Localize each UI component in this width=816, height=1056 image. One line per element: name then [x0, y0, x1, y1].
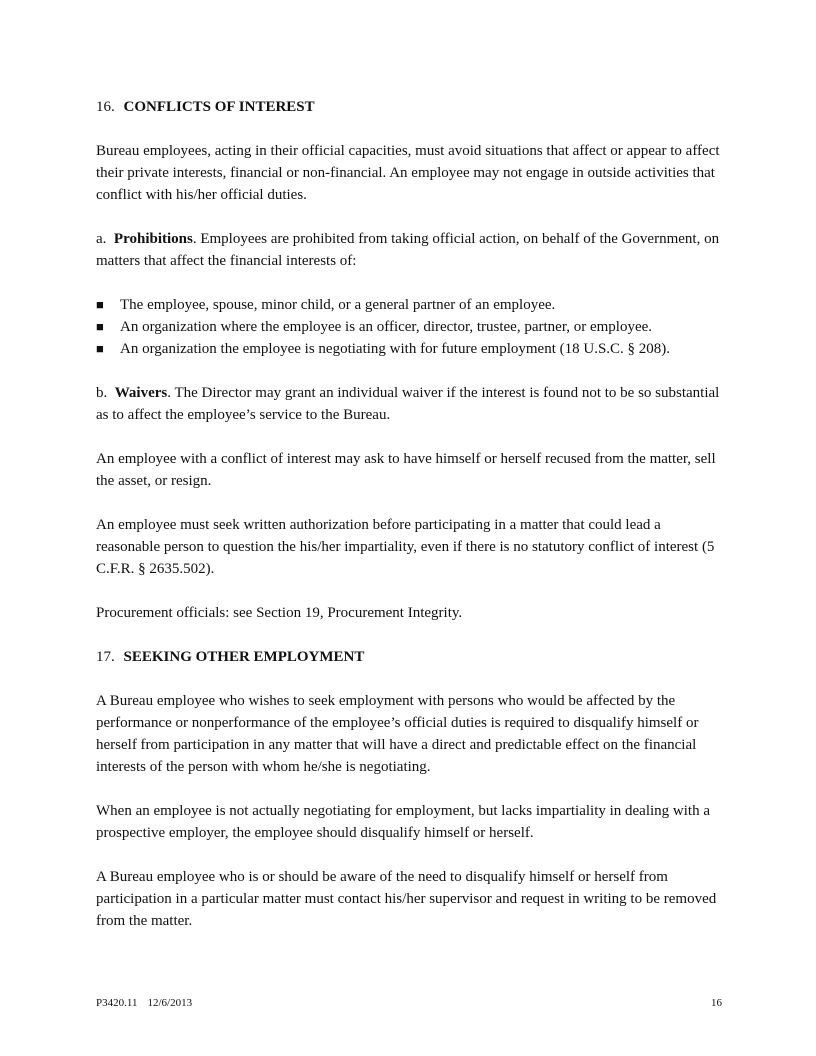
footer-date: 12/6/2013 [147, 997, 193, 1009]
list-item [96, 294, 722, 316]
section-17-paragraph-1: A Bureau employee who wishes to seek employment with persons who would be affected by the performance or nonperformance of the employee’s official duties is required to disqualify himself or herself from participation in any matter that will have a direct and predictable effect on the financial interests of the person with whom he/she is negotiating. [96, 693, 699, 775]
footer-page-number: 16 [711, 997, 722, 1009]
list-item-text: The employee, spouse, minor child, or a general partner of an employee. [120, 297, 556, 313]
document-page [96, 96, 722, 954]
section-16-heading [96, 96, 722, 118]
square-bullet-icon: ■ [96, 341, 104, 356]
prohibitions-list [96, 294, 722, 360]
section-16-intro: Bureau employees, acting in their official capacities, must avoid situations that affect or appear to affect their private interests, financial or non-financial. An employee may not engage in outside activities that conflict with his/her official duties. [96, 143, 720, 203]
waivers-title: Waivers [114, 385, 168, 401]
footer-doc-number: P3420.11 [96, 997, 138, 1009]
recusal-paragraph: An employee with a conflict of interest may ask to have himself or herself recused from the matter, sell the asset, or resign. [96, 451, 716, 489]
waivers-label: b. [96, 385, 108, 401]
section-17-number: 17. [96, 649, 115, 665]
list-item [96, 338, 722, 360]
page-footer [96, 996, 722, 1010]
section-17-title: SEEKING OTHER EMPLOYMENT [123, 649, 365, 665]
section-17-heading [96, 646, 722, 668]
authorization-paragraph: An employee must seek written authorization before participating in a matter that could lead a reasonable person to question the his/her impartiality, even if there is no statutory conflict of interest (5 C.F.R. § 2635.502). [96, 517, 715, 577]
prohibitions-label: a. [96, 231, 107, 247]
list-item [96, 316, 722, 338]
procurement-paragraph: Procurement officials: see Section 19, Procurement Integrity. [96, 605, 463, 621]
section-16-number: 16. [96, 99, 115, 115]
square-bullet-icon: ■ [96, 297, 104, 312]
section-17-paragraph-2: When an employee is not actually negotiating for employment, but lacks impartiality in dealing with a prospective employer, the employee should disqualify himself or herself. [96, 803, 711, 841]
list-item-text: An organization the employee is negotiating with for future employment (18 U.S.C. § 208). [120, 341, 671, 357]
prohibitions-paragraph [96, 228, 722, 272]
section-16-title: CONFLICTS OF INTEREST [123, 99, 315, 115]
prohibitions-title: Prohibitions [113, 231, 193, 247]
waivers-text: . The Director may grant an individual waiver if the interest is found not to be so substantial as to affect the employee’s service to the Bureau. [96, 385, 720, 423]
prohibitions-text: . Employees are prohibited from taking official action, on behalf of the Government, on matters that affect the financial interests of: [96, 231, 720, 269]
footer-document-id [96, 996, 192, 1010]
waivers-paragraph [96, 382, 722, 426]
section-17-paragraph-3: A Bureau employee who is or should be aware of the need to disqualify himself or herself from participation in a particular matter must contact his/her supervisor and request in writing to be removed from the matter. [96, 869, 717, 929]
list-item-text: An organization where the employee is an officer, director, trustee, partner, or employee. [120, 319, 653, 335]
square-bullet-icon: ■ [96, 319, 104, 334]
